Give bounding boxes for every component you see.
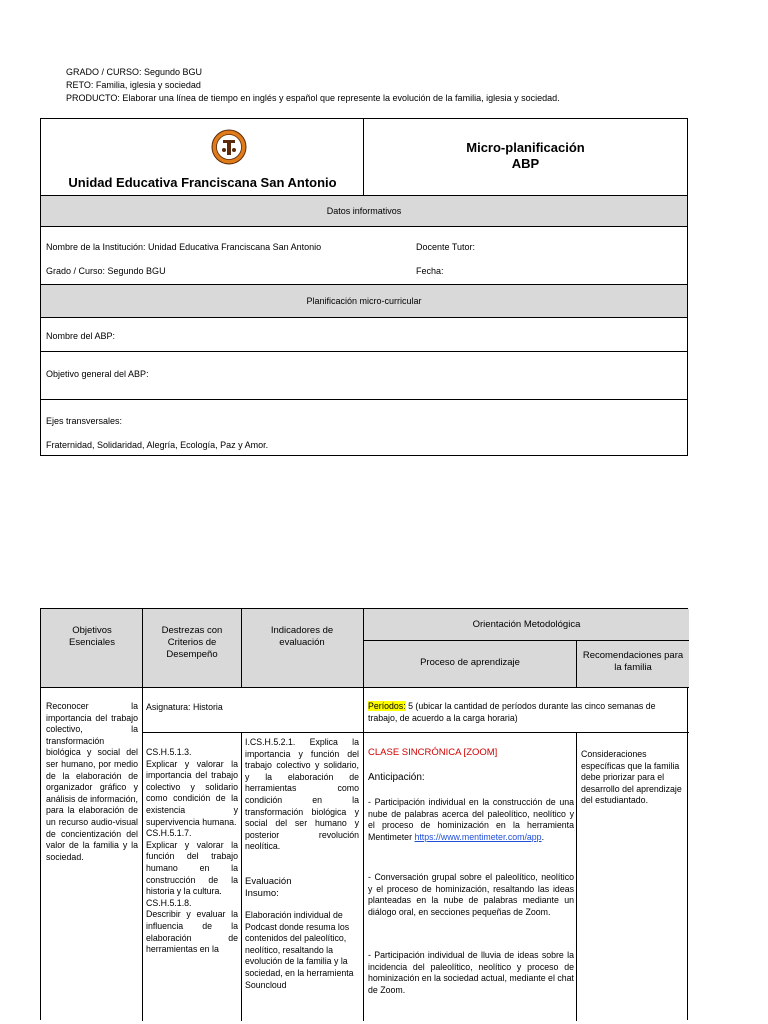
title-line-1: Micro-planificación: [466, 140, 585, 155]
indicador-text: I.CS.H.5.2.1. Explica la importancia y función del trabajo colectivo y solidario, y la elaboración de herramientas como condición en la transformación biológica y social del ser humano y posterior revolución neolítica.: [245, 737, 359, 852]
recomendaciones-text: Consideraciones específicas que la familia debe priorizar para el desarrollo del aprendizaje del estudiantado.: [581, 749, 682, 806]
header-destrezas: Destrezas con Criterios de Desempeño: [161, 625, 223, 660]
destreza-code-1: CS.H.5.1.3.: [146, 747, 192, 757]
title-line-2: ABP: [511, 156, 540, 171]
anticipacion-label: Anticipación:: [368, 772, 425, 783]
header-recomendaciones: Recomendaciones para la familia: [582, 650, 684, 673]
objetivo-general-label: Objetivo general del ABP:: [46, 369, 149, 379]
header-orientacion: Orientación Metodológica: [472, 619, 581, 630]
micro-planificacion-table: [40, 118, 688, 456]
col-divider: [241, 732, 242, 1021]
proceso-item-3: - Participación individual de lluvia de ideas sobre la incidencia del paleolítico, neolítico y proceso de hominización en la sociedad actual, mediante el chat de Zoom.: [368, 950, 574, 995]
ejes-row: [41, 399, 687, 455]
nombre-abp-row: [41, 317, 687, 351]
insumo-label: Insumo:: [245, 887, 279, 899]
proceso-item-1: - Participación individual en la construcción de una nube de palabras acerca del paleolítico, neolítico y el proceso de hominización en la herramienta Mentimeter https://www.mentimeter.com/app.: [368, 797, 574, 842]
destreza-desc-1: Explicar y valorar la importancia del trabajo colectivo y solidario como condición de la existencia y supervivencia humana.: [146, 758, 238, 827]
fecha-label: Fecha:: [416, 266, 444, 276]
datos-header-row: [41, 195, 687, 226]
row-divider: [142, 732, 689, 733]
insumo-text: Elaboración individual de Podcast donde resuma los contenidos del paleolítico, neolítico, resaltando la evolución de la familia y la sociedad, en la herramienta Souncloud: [245, 910, 354, 990]
mentimeter-link[interactable]: https://www.mentimeter.com/app: [414, 831, 542, 842]
periodos-label: Períodos:: [368, 701, 406, 711]
destreza-desc-3: Describir y evaluar la influencia de la elaboración de herramientas en la: [146, 909, 238, 955]
proceso-item-2: - Conversación grupal sobre el paleolítico, neolítico y el proceso de hominización, resaltando las ideas planteadas en la nube de palabras mediante un diálogo oral, en secciones pequeñas de Zoom.: [368, 872, 574, 917]
clase-sincronica: CLASE SINCRÓNICA [ZOOM]: [368, 747, 498, 758]
ejes-values: Fraternidad, Solidaridad, Alegría, Ecología, Paz y Amor.: [46, 440, 269, 450]
objetivo-esencial-text: Reconocer la importancia del trabajo colectivo, la transformación biológica y social del ser humano, por medio de la elaboración de organizador gráfico y análisis de información, para la elaboración de un recurso audio-visual de concientización del valor de la familia y la sociedad.: [46, 701, 138, 862]
docente-label: Docente Tutor:: [416, 242, 476, 252]
proceso-item-1-text: - Participación individual en la construcción de una nube de palabras acerca del paleolítico, neolítico y el proceso de hominización en la herramienta Mentimeter: [368, 797, 574, 842]
periodos-text: [368, 701, 673, 724]
destrezas-text: [146, 747, 238, 956]
destreza-code-3: CS.H.5.1.8.: [146, 897, 192, 908]
objetivo-general-row: [41, 351, 687, 399]
header-proceso: Proceso de aprendizaje: [420, 657, 520, 668]
ejes-label: Ejes transversales:: [46, 416, 123, 426]
nombre-abp-label: Nombre del ABP:: [46, 331, 116, 341]
reto-line: RETO: Familia, iglesia y sociedad: [66, 80, 201, 90]
grado-curso-label: Grado / Curso: Segundo BGU: [46, 266, 166, 276]
planificacion-header: Planificación micro-curricular: [306, 296, 422, 306]
destreza-desc-2: Explicar y valorar la función del trabajo humano en la construcción de la historia y la cultura.: [146, 839, 238, 897]
orientacion-table: [40, 608, 688, 1020]
datos-header: Datos informativos: [326, 206, 402, 216]
school-logo: [211, 129, 247, 165]
header-indicadores: Indicadores de evaluación: [270, 625, 334, 648]
title-cell: [364, 119, 687, 195]
evaluacion-label: Evaluación: [245, 876, 292, 887]
row-divider: [41, 687, 689, 688]
producto-line: PRODUCTO: Elaborar una línea de tiempo en inglés y español que represente la evolución de la familia, iglesia y sociedad.: [66, 93, 560, 103]
school-cell: [41, 119, 364, 195]
school-name: Unidad Educativa Franciscana San Antonio: [68, 175, 337, 190]
document-header: [66, 66, 560, 105]
header-objetivos: Objetivos Esenciales: [69, 625, 115, 648]
datos-row: [41, 226, 687, 284]
planificacion-header-row: [41, 284, 687, 317]
destreza-code-2: CS.H.5.1.7.: [146, 828, 192, 839]
col-divider: [576, 732, 577, 1021]
asignatura-label: Asignatura: Historia: [146, 702, 223, 712]
institucion-label: Nombre de la Institución: Unidad Educativa Franciscana San Antonio: [46, 242, 322, 252]
evaluacion-block: [245, 876, 359, 899]
grado-line: GRADO / CURSO: Segundo BGU: [66, 67, 203, 77]
periodos-detail: 5 (ubicar la cantidad de períodos durante las cinco semanas de trabajo, de acuerdo a la carga horaria): [368, 701, 656, 723]
